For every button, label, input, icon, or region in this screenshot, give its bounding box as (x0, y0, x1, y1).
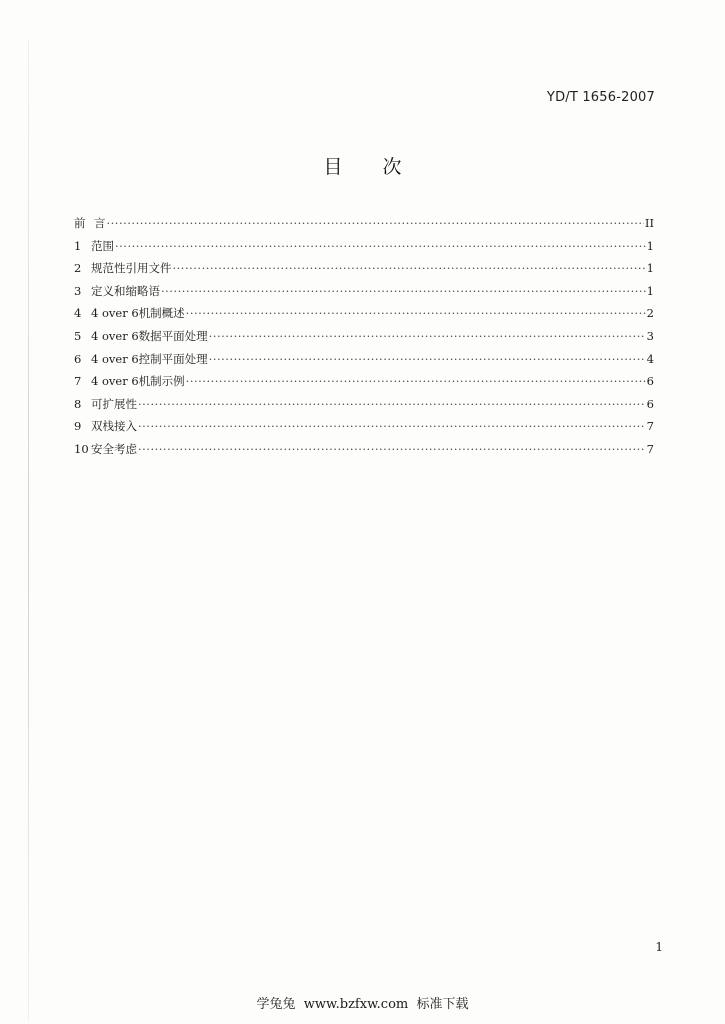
toc-entry-title: 规范性引用文件 (91, 261, 172, 276)
toc-entry-number: 3 (74, 283, 82, 298)
toc-entry-foreword[interactable] (74, 212, 654, 235)
toc-entry-number: 6 (74, 351, 82, 366)
toc-dot-leader (161, 280, 646, 303)
toc-dot-leader (115, 235, 646, 258)
toc-entry-number: 2 (74, 261, 82, 276)
toc-dot-leader (186, 302, 646, 325)
toc-entry-3[interactable] (74, 280, 654, 303)
toc-entry-5[interactable] (74, 325, 654, 348)
toc-entry-page: 4 (646, 351, 654, 366)
toc-entry-number: 1 (74, 238, 82, 253)
toc-entry-page: 6 (646, 396, 654, 411)
toc-entry-9[interactable] (74, 415, 654, 438)
toc-entry-number: 前 (74, 216, 86, 230)
toc-entry-6[interactable] (74, 348, 654, 371)
toc-entry-number: 4 (74, 306, 82, 321)
footer-watermark: 学兔兔 www.bzfxw.com 标准下载 (256, 997, 469, 1012)
toc-entry-title: 安全考虑 (91, 441, 137, 456)
page-number: 1 (655, 940, 663, 954)
toc-entry-title: 范围 (91, 238, 114, 253)
toc-entry-8[interactable] (74, 393, 654, 416)
toc-entry-title: 定义和缩略语 (91, 283, 160, 298)
toc-entry-title: 4 over 6机制示例 (91, 374, 185, 389)
toc-entry-title: 4 over 6控制平面处理 (91, 351, 208, 366)
toc-entry-title: 双栈接入 (91, 419, 137, 434)
toc-entry-number: 5 (74, 328, 82, 343)
toc-dot-leader (138, 438, 646, 461)
toc-entry-number: 7 (74, 374, 82, 389)
toc-dot-leader (107, 212, 644, 235)
toc-entry-2[interactable] (74, 257, 654, 280)
toc-entry-title: 4 over 6数据平面处理 (91, 328, 208, 343)
toc-entry-page: 1 (646, 261, 654, 276)
toc-dot-leader (186, 370, 646, 393)
toc-entry-page: II (644, 216, 654, 230)
toc-entry-7[interactable] (74, 370, 654, 393)
toc-entry-1[interactable] (74, 235, 654, 258)
toc-entry-title: 可扩展性 (91, 396, 137, 411)
toc-entry-10[interactable] (74, 438, 654, 461)
toc-dot-leader (209, 348, 646, 371)
toc-entry-number: 8 (74, 396, 82, 411)
toc-entry-page: 7 (646, 441, 654, 456)
toc-entry-page: 7 (646, 419, 654, 434)
toc-entry-number: 9 (74, 419, 82, 434)
toc-dot-leader (138, 393, 646, 416)
page-scan-edge (28, 40, 29, 1020)
toc-dot-leader (209, 325, 646, 348)
toc-entry-number: 10 (74, 441, 89, 456)
toc-heading: 目次 (323, 156, 442, 178)
document-code: YD/T 1656-2007 (546, 90, 655, 105)
toc-entry-page: 6 (646, 374, 654, 389)
toc-dot-leader (138, 415, 646, 438)
toc-entry-title: 4 over 6机制概述 (91, 306, 185, 321)
toc-entry-page: 3 (646, 328, 654, 343)
table-of-contents (74, 212, 654, 461)
toc-entry-4[interactable] (74, 302, 654, 325)
toc-dot-leader (173, 257, 646, 280)
toc-entry-page: 1 (646, 283, 654, 298)
toc-entry-page: 2 (646, 306, 654, 321)
toc-entry-title: 言 (94, 216, 106, 230)
toc-entry-page: 1 (646, 238, 654, 253)
